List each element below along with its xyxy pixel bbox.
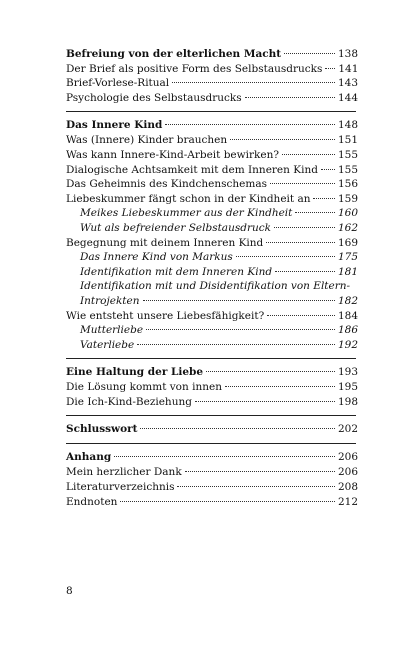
toc-chapter bbox=[66, 118, 359, 133]
toc-entry-title: Die Ich-Kind-Beziehung bbox=[66, 395, 192, 408]
toc-chapter-page: 206 bbox=[338, 451, 359, 464]
toc-subentry bbox=[66, 323, 359, 338]
toc-entry-page: 212 bbox=[338, 495, 359, 508]
dot-leader bbox=[266, 242, 335, 243]
dot-leader bbox=[172, 82, 335, 83]
dot-leader bbox=[143, 300, 336, 301]
toc-entry-title: Liebeskummer fängt schon in der Kindheit an bbox=[66, 192, 311, 205]
toc-entry-page: 138 bbox=[338, 48, 359, 60]
toc-entry bbox=[66, 380, 359, 395]
toc-subentry-title: Das Innere Kind von Markus bbox=[80, 251, 233, 264]
dot-leader bbox=[270, 183, 335, 184]
toc-subentry bbox=[66, 206, 359, 221]
dot-leader bbox=[275, 271, 335, 272]
toc-chapter-page: 202 bbox=[338, 423, 359, 436]
toc-entry-title: Begegnung mit deinem Inneren Kind bbox=[66, 236, 264, 249]
dot-leader bbox=[165, 124, 335, 125]
toc-entry bbox=[66, 91, 359, 106]
toc-chapter-page: 148 bbox=[338, 119, 359, 132]
toc-entry bbox=[66, 480, 359, 495]
toc-entry bbox=[66, 148, 359, 163]
toc-entry bbox=[66, 495, 359, 510]
toc-entry-page: 155 bbox=[338, 148, 359, 161]
dot-leader bbox=[313, 198, 335, 199]
dot-leader bbox=[120, 501, 335, 502]
toc-entry-page: 143 bbox=[338, 77, 359, 90]
toc-entry-title: Das Geheimnis des Kindchenschemas bbox=[66, 178, 267, 191]
toc-subentry-page: 182 bbox=[338, 294, 359, 307]
toc-subentry-page: 181 bbox=[338, 265, 359, 278]
toc-subentry-title: Meikes Liebeskummer aus der Kindheit bbox=[80, 207, 293, 220]
dot-leader bbox=[206, 371, 335, 372]
toc-subentry-title: Wut als befreiender Selbstausdruck bbox=[80, 221, 271, 234]
toc-subentry-page: 186 bbox=[338, 324, 359, 337]
dot-leader bbox=[114, 456, 335, 457]
toc-entry-page: 155 bbox=[338, 163, 359, 176]
toc-subentry-title-line2: Introjekten bbox=[80, 294, 140, 307]
dot-leader bbox=[295, 212, 335, 213]
toc-entry-page: 144 bbox=[338, 91, 359, 104]
table-of-contents bbox=[66, 47, 359, 509]
dot-leader bbox=[195, 401, 335, 402]
toc-entry-title: Brief-Vorlese-Ritual bbox=[66, 77, 170, 90]
dot-leader bbox=[146, 329, 335, 330]
toc-entry-title: Der Brief als positive Form des Selbstausdrucks bbox=[66, 62, 323, 75]
toc-entry bbox=[66, 236, 359, 251]
toc-subentry-page: 162 bbox=[338, 221, 359, 234]
toc-chapter-page: 193 bbox=[338, 366, 359, 379]
toc-subentry-page: 160 bbox=[338, 207, 359, 220]
toc-entry bbox=[66, 133, 359, 148]
dot-leader bbox=[140, 428, 335, 429]
toc-entry-title: Dialogische Achtsamkeit mit dem Inneren Kind bbox=[66, 163, 318, 176]
dot-leader bbox=[267, 315, 335, 316]
dot-leader bbox=[225, 386, 335, 387]
section-divider bbox=[66, 443, 356, 444]
toc-entry bbox=[66, 163, 359, 178]
toc-entry-title: Die Lösung kommt von innen bbox=[66, 381, 222, 394]
toc-entry bbox=[66, 47, 359, 62]
toc-entry-title: Endnoten bbox=[66, 495, 118, 508]
toc-subentry-title-line1: Identifikation mit und Disidentifikation von Eltern- bbox=[80, 280, 351, 293]
toc-entry bbox=[66, 192, 359, 207]
dot-leader bbox=[245, 97, 335, 98]
dot-leader bbox=[274, 227, 335, 228]
toc-entry bbox=[66, 309, 359, 324]
toc-entry-title: Was kann Innere-Kind-Arbeit bewirken? bbox=[66, 148, 279, 161]
toc-subentry bbox=[66, 338, 359, 353]
dot-leader bbox=[321, 169, 335, 170]
section-divider bbox=[66, 111, 356, 112]
toc-entry-page: 198 bbox=[338, 395, 359, 408]
toc-subentry bbox=[66, 265, 359, 280]
section-divider bbox=[66, 358, 356, 359]
toc-entry-title: Befreiung von der elterlichen Macht bbox=[66, 48, 282, 60]
dot-leader bbox=[177, 486, 335, 487]
toc-subentry-wrapped-line1 bbox=[66, 279, 356, 294]
toc-subentry-page: 175 bbox=[338, 251, 359, 264]
toc-entry-title: Mein herzlicher Dank bbox=[66, 466, 182, 479]
toc-entry-page: 208 bbox=[338, 481, 359, 494]
toc-subentry bbox=[66, 221, 359, 236]
toc-entry-title: Literaturverzeichnis bbox=[66, 481, 175, 494]
toc-subentry bbox=[66, 250, 359, 265]
toc-entry-title: Wie entsteht unsere Liebesfähigkeit? bbox=[66, 309, 265, 322]
toc-entry-page: 159 bbox=[338, 192, 359, 205]
toc-entry-page: 141 bbox=[338, 62, 359, 75]
toc-subentry-title: Mutterliebe bbox=[80, 324, 144, 337]
toc-subentry-page: 192 bbox=[338, 338, 359, 351]
toc-chapter-title: Das Innere Kind bbox=[66, 119, 163, 132]
dot-leader bbox=[185, 471, 335, 472]
toc-entry-title: Psychologie des Selbstausdrucks bbox=[66, 91, 242, 104]
toc-chapter-title: Anhang bbox=[66, 451, 112, 464]
toc-entry-page: 184 bbox=[338, 309, 359, 322]
toc-subentry-title: Identifikation mit dem Inneren Kind bbox=[80, 265, 273, 278]
toc-entry-page: 156 bbox=[338, 178, 359, 191]
dot-leader bbox=[284, 53, 335, 54]
dot-leader bbox=[230, 139, 335, 140]
dot-leader bbox=[325, 68, 335, 69]
toc-chapter bbox=[66, 365, 359, 380]
dot-leader bbox=[282, 154, 335, 155]
toc-chapter-title: Eine Haltung der Liebe bbox=[66, 366, 204, 379]
toc-entry bbox=[66, 76, 359, 91]
toc-chapter-title: Schlusswort bbox=[66, 423, 138, 436]
toc-entry-title: Was (Innere) Kinder brauchen bbox=[66, 134, 228, 147]
toc-entry-page: 195 bbox=[338, 381, 359, 394]
toc-entry-page: 206 bbox=[338, 466, 359, 479]
toc-entry-page: 169 bbox=[338, 236, 359, 249]
dot-leader bbox=[236, 256, 335, 257]
section-divider bbox=[66, 415, 356, 416]
toc-entry-page: 151 bbox=[338, 134, 359, 147]
toc-entry bbox=[66, 395, 359, 410]
toc-subentry bbox=[66, 294, 359, 309]
page-number: 8 bbox=[66, 585, 73, 597]
toc-subentry-title: Vaterliebe bbox=[80, 338, 135, 351]
toc-entry bbox=[66, 465, 359, 480]
toc-entry bbox=[66, 62, 359, 77]
toc-chapter bbox=[66, 450, 359, 465]
toc-chapter bbox=[66, 422, 359, 437]
toc-entry bbox=[66, 177, 359, 192]
dot-leader bbox=[137, 344, 335, 345]
